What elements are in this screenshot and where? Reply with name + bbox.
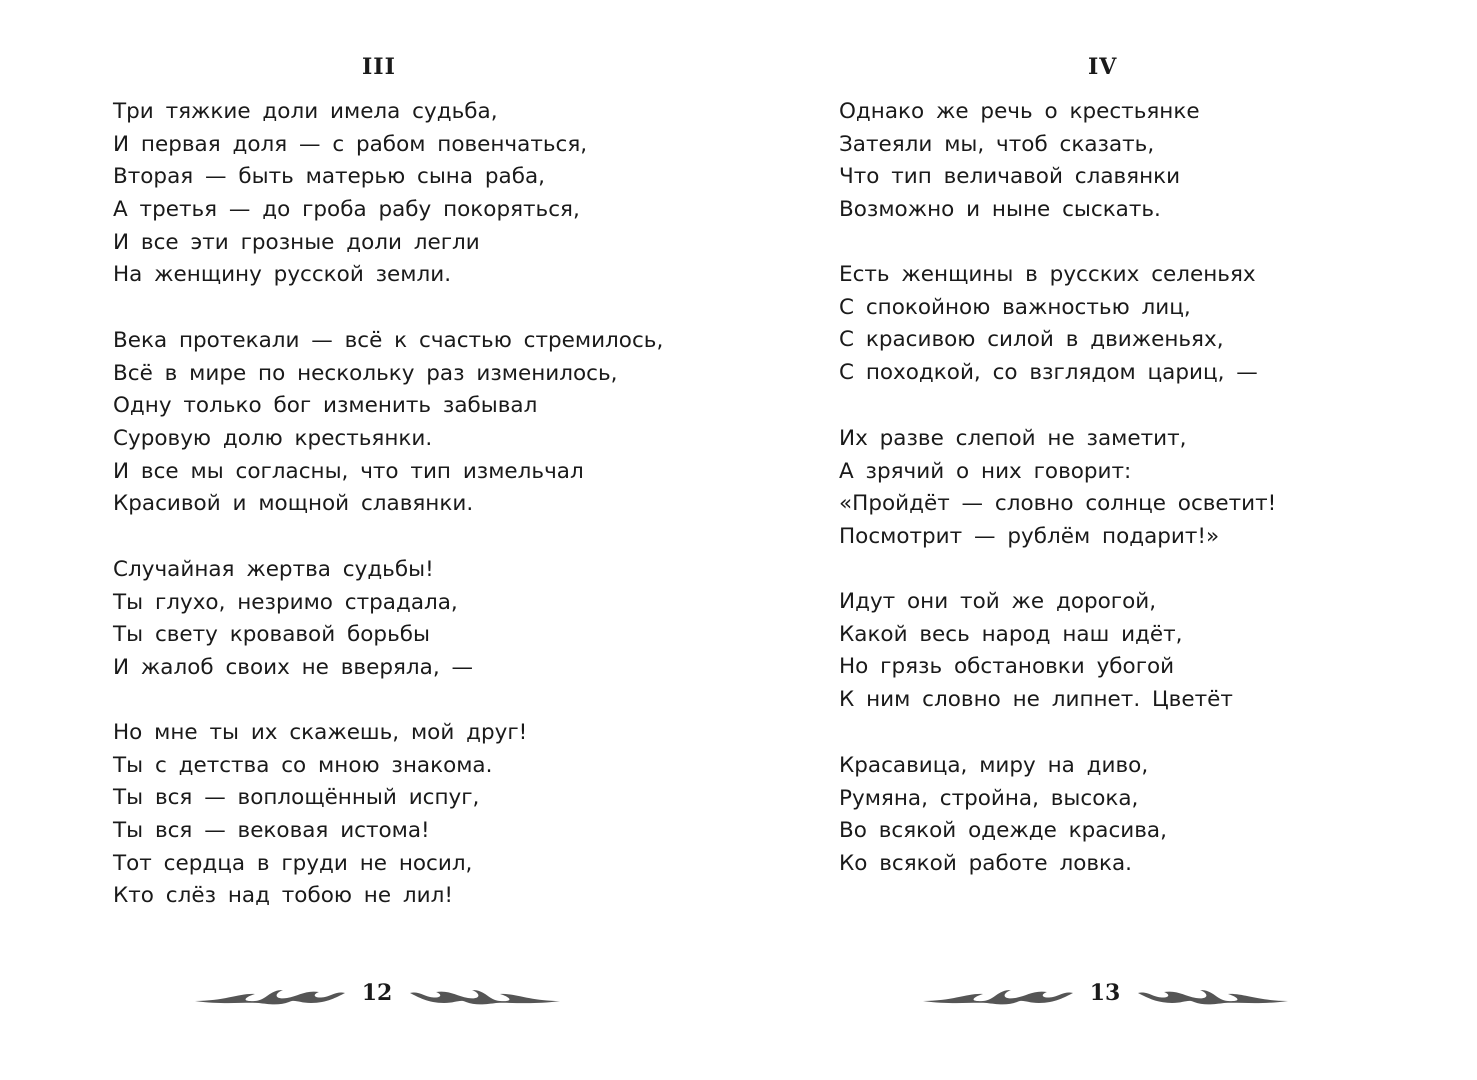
stanza [839, 586, 1233, 717]
verse-line: И все мы согласны, что тип измельчал [113, 458, 584, 484]
stanza [839, 750, 1167, 881]
verse-line: Всё в мире по нескольку раз изменилось, [113, 360, 618, 386]
flourish-ornament-icon [195, 984, 345, 1006]
verse-line: Но грязь обстановки убогой [839, 654, 1175, 680]
verse-line: Но мне ты их скажешь, мой друг! [113, 720, 528, 745]
verse-line: Ты вся — вековая истома! [113, 818, 430, 844]
verse-line: Ты с детства со мною знакома. [113, 752, 493, 778]
verse-line: Румяна, стройна, высока, [839, 785, 1139, 811]
left-page [0, 0, 738, 1080]
verse-line: Красивой и мощной славянки. [113, 491, 474, 517]
verse-line: Одну только бог изменить забывал [113, 393, 538, 419]
flourish-ornament-icon [923, 984, 1073, 1006]
verse-line: А зрячий о них говорит: [839, 458, 1132, 484]
verse-line: Вторая — быть матерью сына раба, [113, 164, 545, 190]
verse-line: К ним словно не липнет. Цветёт [839, 687, 1233, 713]
verse-line: А третья — до гроба рабу покоряться, [113, 197, 580, 223]
page-number: 13 [1089, 980, 1121, 1006]
verse-line: Идут они той же дорогой, [839, 589, 1157, 614]
verse-line: И жалоб своих не вверяла, — [113, 655, 473, 681]
verse-line: Посмотрит — рублём подарит!» [839, 524, 1220, 550]
verse-line: Затеяли мы, чтоб сказать, [839, 131, 1155, 157]
verse-line: С походкой, со взглядом цариц, — [839, 360, 1258, 386]
verse-line: Есть женщины в русских селеньях [839, 262, 1256, 287]
verse-line: Ко всякой работе ловка. [839, 851, 1133, 877]
flourish-ornament-icon [410, 984, 560, 1006]
stanza [113, 325, 663, 521]
verse-line: Суровую долю крестьянки. [113, 426, 433, 452]
verse-line: Ты вся — воплощённый испуг, [113, 785, 480, 811]
stanza [839, 96, 1200, 227]
stanza [113, 554, 473, 685]
section-heading: III [362, 54, 396, 80]
verse-line: С спокойною важностью лиц, [839, 294, 1191, 320]
verse-line: Века протекали — всё к счастью стремилось, [113, 328, 664, 353]
verse-line: Возможно и ныне сыскать. [839, 197, 1161, 223]
verse-line: На женщину русской земли. [113, 262, 452, 288]
page-number: 12 [361, 980, 393, 1006]
verse-line: С красивою силой в движеньях, [839, 327, 1224, 353]
verse-line: Их разве слепой не заметит, [839, 426, 1187, 451]
flourish-ornament-icon [1138, 984, 1288, 1006]
verse-line: Кто слёз над тобою не лил! [113, 883, 453, 909]
verse-line: Какой весь народ наш идёт, [839, 621, 1183, 647]
stanza [839, 259, 1258, 390]
stanza [113, 96, 587, 292]
verse-line: Однако же речь о крестьянке [839, 99, 1200, 124]
page-footer [923, 980, 1288, 1010]
verse-line: И все эти грозные доли легли [113, 229, 480, 255]
verse-line: Во всякой одежде красива, [839, 818, 1167, 844]
verse-line: Что тип величавой славянки [839, 164, 1181, 190]
verse-line: И первая доля — с рабом повенчаться, [113, 131, 588, 157]
verse-line: Случайная жертва судьбы! [113, 557, 434, 582]
verse-line: Ты глухо, незримо страдала, [113, 589, 458, 615]
page-footer [195, 980, 560, 1010]
right-page [738, 0, 1477, 1080]
verse-line: Тот сердца в груди не носил, [113, 850, 473, 876]
verse-line: Ты свету кровавой борьбы [113, 622, 430, 648]
stanza [113, 717, 527, 913]
stanza [839, 423, 1276, 554]
verse-line: Три тяжкие доли имела судьба, [113, 99, 498, 124]
verse-line: Красавица, миру на диво, [839, 753, 1149, 778]
verse-line: «Пройдёт — словно солнце осветит! [839, 491, 1277, 517]
section-heading: IV [1088, 54, 1118, 80]
